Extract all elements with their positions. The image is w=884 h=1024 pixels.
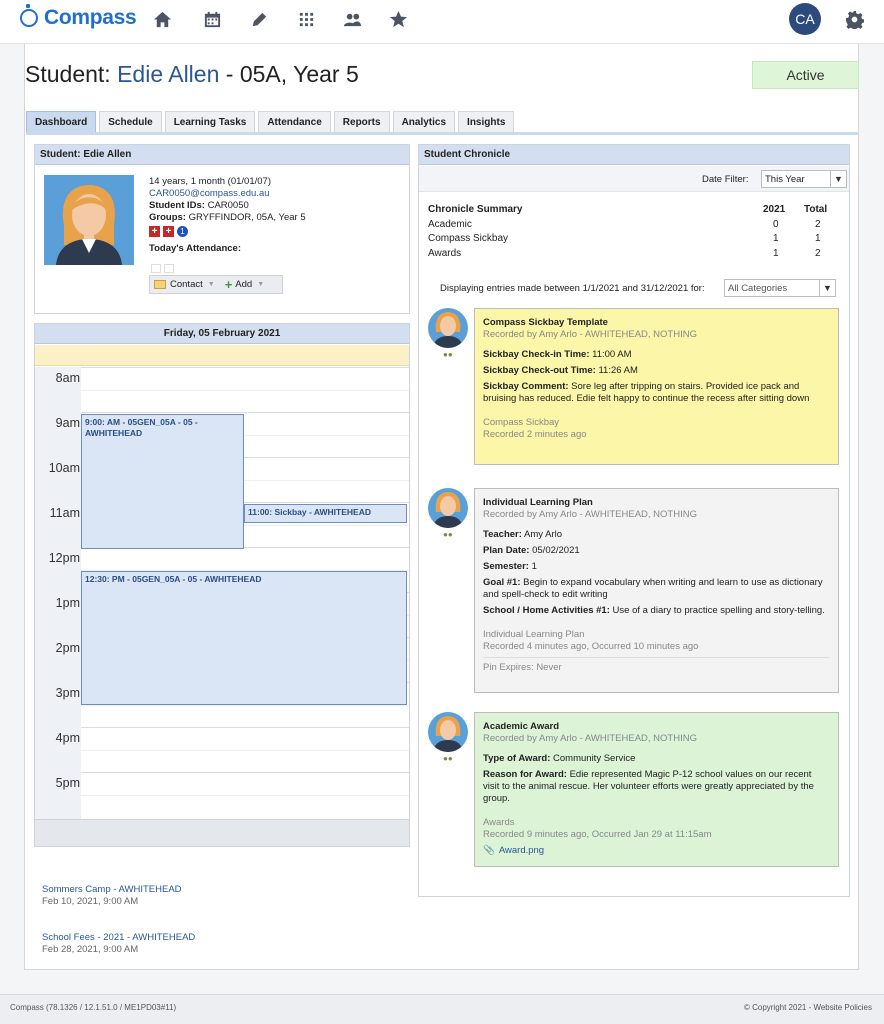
entry-meta: Recorded 4 minutes ago, Occurred 10 minutes ago (483, 641, 699, 652)
visibility-icons: ●● (443, 530, 453, 539)
date-filter-label: Date Filter: (702, 174, 749, 185)
half-hour-line (81, 795, 409, 796)
student-alert-icons (149, 226, 306, 237)
tab-learning-tasks[interactable]: Learning Tasks (165, 111, 256, 132)
page-title: Student: Edie Allen - 05A, Year 5 (25, 61, 359, 87)
upcoming-event-link[interactable]: Sommers Camp - AWHITEHEAD (42, 884, 182, 895)
student-email-link[interactable]: CAR0050@compass.edu.au (149, 188, 270, 199)
date-filter-select[interactable]: This Year ▼ (761, 170, 847, 188)
top-navigation-bar (0, 0, 884, 44)
upcoming-event (42, 884, 182, 908)
chronicle-entry-card[interactable]: Compass Sickbay Template Recorded by Amy Arlo - AWHITEHEAD, NOTHING Sickbay Check-in Time: 11:00 AM Sickbay Check-out Time: 11:26 AM Sickbay Comment: Sore leg after tripping on stairs. Provided ice pack and bruising has reduced. Edie felt happy to continue the recess after sitting down Compass Sickbay Recorded 2 minutes ago (474, 308, 839, 465)
summary-col-year: 2021 (763, 204, 786, 215)
summary-row: Awards 1 2 (428, 247, 821, 259)
tab-underline (26, 132, 858, 135)
tab-insights[interactable]: Insights (458, 111, 514, 132)
compass-logo[interactable] (20, 5, 136, 31)
summary-col-total: Total (804, 204, 828, 215)
recorder-avatar (428, 712, 468, 752)
calendar-date-header: Friday, 05 February 2021 (35, 324, 409, 344)
page-container (24, 44, 859, 970)
attendance-slot (151, 264, 161, 273)
logo-text: Compass (44, 6, 137, 29)
apps-grid-icon[interactable] (296, 9, 316, 29)
chevron-down-icon: ▼ (257, 281, 265, 288)
hour-label: 1pm (55, 596, 80, 610)
hour-label: 12pm (48, 551, 80, 565)
entry-recorded-by: Recorded by Amy Arlo - AWHITEHEAD, NOTHING (483, 329, 697, 340)
hour-label: 5pm (55, 776, 80, 790)
hour-label: 2pm (55, 641, 80, 655)
copyright-links[interactable]: © Copyright 2021 - Website Policies (743, 1003, 872, 1012)
people-icon[interactable] (342, 9, 362, 29)
attendance-slot (164, 264, 174, 273)
entry-category: Awards (483, 817, 515, 828)
hour-label: 11am (49, 506, 80, 520)
summary-row: Academic 0 2 (428, 218, 821, 230)
chevron-down-icon: ▼ (830, 171, 846, 187)
entry-title: Compass Sickbay Template (483, 317, 608, 328)
hour-line (81, 367, 409, 368)
tab-dashboard[interactable]: Dashboard (26, 111, 96, 132)
student-age: 14 years, 1 month (01/01/07) (149, 176, 271, 187)
entry-recorded-by: Recorded by Amy Arlo - AWHITEHEAD, NOTHING (483, 733, 697, 744)
paperclip-icon: 📎 (483, 845, 495, 856)
display-range-text: Displaying entries made between 1/1/2021 and 31/12/2021 for: (440, 283, 705, 294)
compass-logo-icon (20, 9, 38, 27)
chronicle-entry-card[interactable]: Individual Learning Plan Recorded by Amy Arlo - AWHITEHEAD, NOTHING Teacher: Amy Arlo Plan Date: 05/02/2021 Semester: 1 Goal #1: Begin to expand vocabulary when writing and learn to use as dictionary and spell-check to edit writing School / Home Activities #1: Use of a diary to practice spelling and story-telling. Individual Learning Plan Recorded 4 minutes ago, Occurred 10 minutes ago Pin Expires: Never (474, 488, 839, 693)
pencil-icon[interactable] (249, 9, 269, 29)
chronicle-panel-header: Student Chronicle (419, 145, 849, 165)
chronicle-summary (428, 203, 838, 261)
chronicle-entry-card[interactable]: Academic Award Recorded by Amy Arlo - AWHITEHEAD, NOTHING Type of Award: Community Service Reason for Award: Edie represented Magic P-12 school values on our recent visit to the animal rescue. Her volunteer efforts were greatly appreciated by the group. Awards Recorded 9 minutes ago, Occurred Jan 29 at 11:15am 📎 Award.png (474, 712, 839, 867)
attachment-link[interactable]: Award.png (498, 845, 545, 856)
user-avatar[interactable]: CA (789, 3, 821, 35)
hour-line (81, 727, 409, 728)
student-chronicle-panel (418, 144, 850, 897)
contact-add-toolbar (149, 275, 283, 294)
entry-meta: Recorded 2 minutes ago (483, 429, 587, 440)
entry-meta: Recorded 9 minutes ago, Occurred Jan 29 at 11:15am (483, 829, 712, 840)
chevron-down-icon: ▼ (207, 281, 215, 288)
recorder-avatar (428, 488, 468, 528)
entry-title: Individual Learning Plan (483, 497, 593, 508)
tab-bar (26, 111, 517, 133)
add-button[interactable]: + Add ▼ (224, 277, 265, 292)
notification-count-badge[interactable]: 1 (177, 226, 188, 237)
recorder-avatar (428, 308, 468, 348)
contact-button[interactable]: Contact ▼ (154, 279, 215, 290)
plus-icon: + (224, 277, 233, 292)
calendar-event[interactable]: 11:00: Sickbay - AWHITEHEAD (244, 504, 407, 523)
student-panel-header: Student: Edie Allen (35, 145, 409, 165)
upcoming-event-link[interactable]: School Fees - 2021 - AWHITEHEAD (42, 932, 196, 943)
upcoming-event-date: Feb 28, 2021, 9:00 AM (42, 944, 139, 955)
half-hour-line (81, 750, 409, 751)
summary-row: Compass Sickbay 1 1 (428, 233, 821, 244)
home-icon[interactable] (152, 9, 172, 29)
visibility-icons: ●● (443, 350, 453, 359)
tab-reports[interactable]: Reports (334, 111, 390, 132)
summary-title: Chronicle Summary (428, 204, 523, 215)
all-day-row (35, 345, 409, 366)
calendar-grid (35, 367, 409, 819)
attendance-label: Today's Attendance: (149, 243, 241, 254)
student-groups: GRYFFINDOR, 05A, Year 5 (188, 212, 306, 223)
half-hour-line (81, 390, 409, 391)
upcoming-event-date: Feb 10, 2021, 9:00 AM (42, 896, 139, 907)
medical-alert-icon[interactable]: + (149, 226, 160, 237)
calendar-event[interactable]: 12:30: PM - 05GEN_05A - 05 - AWHITEHEAD (81, 571, 407, 705)
version-text: Compass (78.1326 / 12.1.51.0 / ME1PD03#11) (10, 1003, 177, 1012)
attachment (483, 845, 830, 857)
tab-attendance[interactable]: Attendance (258, 111, 330, 132)
entry-category: Compass Sickbay (483, 417, 560, 428)
student-info-panel (34, 144, 410, 314)
hour-label: 8am (55, 371, 80, 385)
date-filter-bar (419, 166, 849, 192)
hour-label: 4pm (55, 731, 80, 745)
student-id: CAR0050 (207, 200, 249, 211)
student-name-link[interactable]: Edie Allen (117, 61, 220, 87)
hour-label: 10am (48, 461, 80, 475)
upcoming-event (42, 932, 195, 956)
hour-label: 3pm (55, 686, 80, 700)
tab-analytics[interactable]: Analytics (393, 111, 455, 132)
entry-title: Academic Award (483, 721, 560, 732)
entry-recorded-by: Recorded by Amy Arlo - AWHITEHEAD, NOTHING (483, 509, 697, 520)
calendar-icon[interactable] (202, 9, 222, 29)
entry-category: Individual Learning Plan (483, 629, 585, 640)
chevron-down-icon: ▼ (819, 280, 835, 296)
category-filter-select[interactable]: All Categories ▼ (724, 279, 836, 297)
medical-alert-icon-2[interactable]: + (163, 226, 174, 237)
calendar-panel (34, 323, 410, 847)
envelope-icon (154, 280, 166, 289)
hour-gutter (35, 367, 81, 819)
pin-expiry: Pin Expires: Never (483, 657, 830, 674)
hour-line (81, 772, 409, 773)
student-photo (44, 175, 134, 265)
footer (0, 994, 884, 1024)
hour-line (81, 412, 409, 413)
star-icon[interactable] (388, 9, 408, 29)
gear-icon[interactable] (844, 9, 864, 29)
student-details: 14 years, 1 month (01/01/07) CAR0050@compass.edu.au Student IDs: CAR0050 Groups: GRYFFINDOR, 05A, Year 5 + + 1 Today's Attendance: (149, 176, 306, 254)
calendar-event[interactable]: 9:00: AM - 05GEN_05A - 05 - AWHITEHEAD (81, 414, 244, 549)
hour-label: 9am (55, 416, 80, 430)
calendar-footer (35, 819, 409, 846)
tab-schedule[interactable]: Schedule (99, 111, 161, 132)
visibility-icons: ●● (443, 754, 453, 763)
status-badge: Active (752, 61, 859, 89)
